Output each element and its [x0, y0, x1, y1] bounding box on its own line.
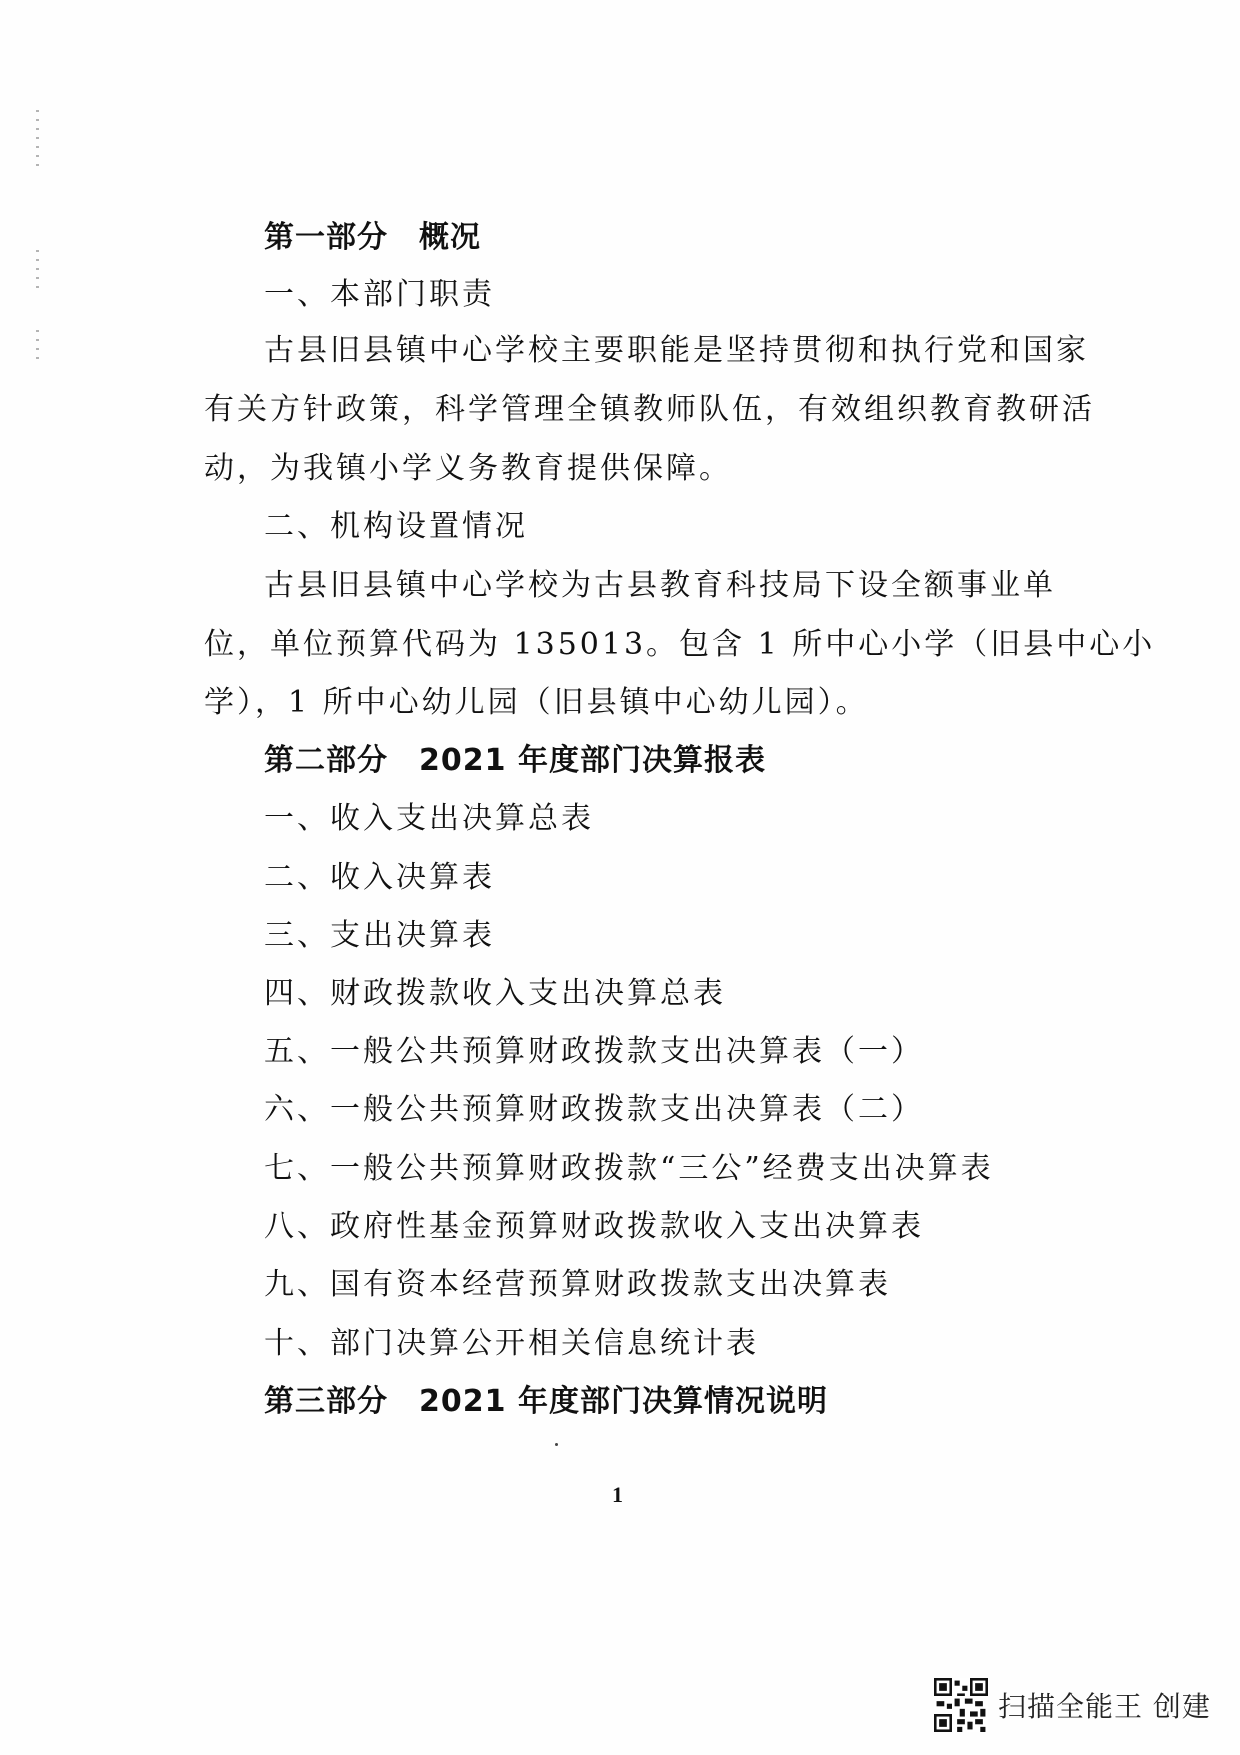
report-list-item: 七、一般公共预算财政拨款“三公”经费支出决算表 — [264, 1151, 994, 1186]
part1-heading: 第一部分 概况 — [264, 220, 481, 255]
report-list-item: 四、财政拨款收入支出决算总表 — [264, 976, 726, 1011]
report-list-item: 九、国有资本经营预算财政拨款支出决算表 — [264, 1267, 891, 1302]
section2-paragraph-line: 学），1 所中心幼儿园（旧县镇中心幼儿园）。 — [204, 685, 869, 720]
section2-paragraph-line: 古县旧县镇中心学校为古县教育科技局下设全额事业单 — [264, 568, 1056, 603]
part2-heading: 第二部分 2021 年度部门决算报表 — [264, 743, 766, 778]
page-number: 1 — [612, 1482, 623, 1507]
watermark-text: 扫描全能王 创建 — [998, 1690, 1211, 1723]
scanner-watermark — [934, 1678, 1211, 1732]
scan-artifact — [36, 110, 39, 170]
report-list-item: 八、政府性基金预算财政拨款收入支出决算表 — [264, 1209, 924, 1244]
report-list-item: 一、收入支出决算总表 — [264, 801, 594, 836]
qr-code-icon — [934, 1678, 988, 1732]
scan-artifact — [36, 250, 39, 290]
section1-paragraph-line: 古县旧县镇中心学校主要职能是坚持贯彻和执行党和国家 — [264, 333, 1089, 368]
scan-artifact — [555, 1443, 558, 1446]
report-list-item: 六、一般公共预算财政拨款支出决算表（二） — [264, 1092, 924, 1127]
scan-artifact — [36, 330, 39, 360]
section1-heading: 一、本部门职责 — [264, 277, 495, 312]
report-list-item: 十、部门决算公开相关信息统计表 — [264, 1326, 759, 1361]
report-list-item: 二、收入决算表 — [264, 860, 495, 895]
section1-paragraph-line: 动，为我镇小学义务教育提供保障。 — [204, 451, 732, 486]
report-list-item: 五、一般公共预算财政拨款支出决算表（一） — [264, 1034, 924, 1069]
section2-paragraph-line: 位，单位预算代码为 135013。包含 1 所中心小学（旧县中心小 — [204, 627, 1156, 662]
part3-heading: 第三部分 2021 年度部门决算情况说明 — [264, 1384, 828, 1419]
section2-heading: 二、机构设置情况 — [264, 509, 528, 544]
section1-paragraph-line: 有关方针政策，科学管理全镇教师队伍，有效组织教育教研活 — [204, 392, 1095, 427]
report-list-item: 三、支出决算表 — [264, 918, 495, 953]
